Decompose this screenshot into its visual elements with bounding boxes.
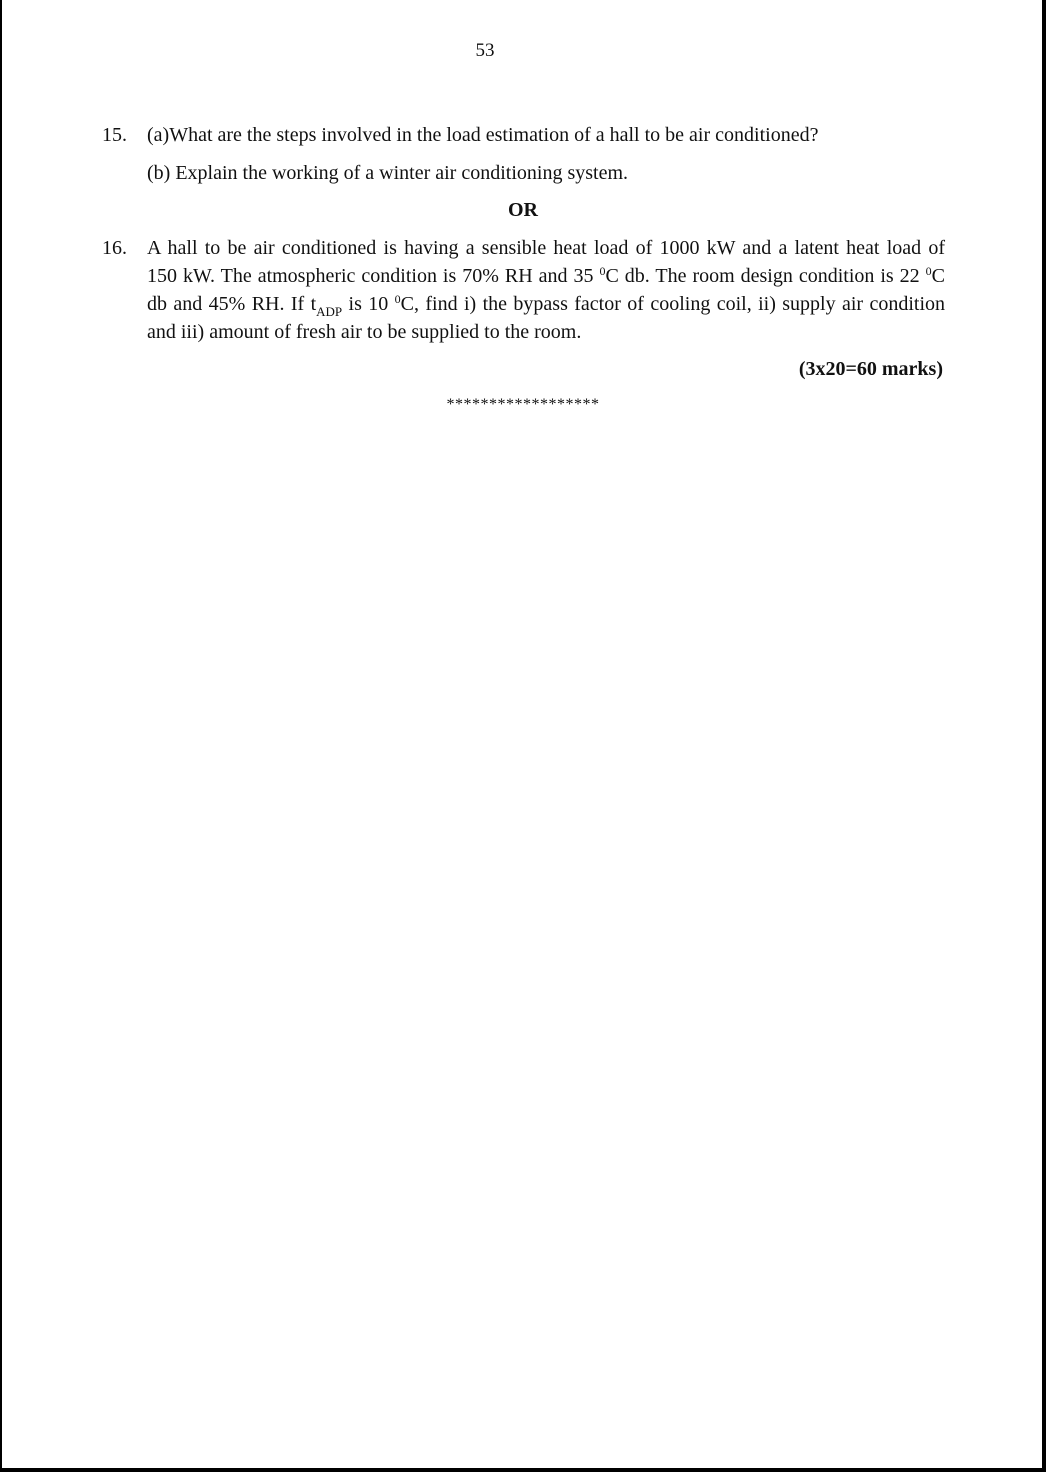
question-15-part-a: (a)What are the steps involved in the load estimation of a hall to be air conditioned? <box>147 124 819 146</box>
question-16-line-1 <box>147 234 945 262</box>
question-15-number: 15. <box>102 124 127 146</box>
degree-superscript: 0 <box>599 264 606 278</box>
or-separator: OR <box>508 199 538 221</box>
question-16-line-2-part-c: C <box>931 265 945 287</box>
question-16-line-3-part-a: db and 45% RH. If t <box>147 293 317 315</box>
question-16-line-2 <box>147 262 945 290</box>
question-16-line-3-part-c: C, find i) the bypass factor of cooling coil, ii) supply air condition <box>400 293 945 315</box>
question-15-part-b: (b) Explain the working of a winter air conditioning system. <box>147 162 629 184</box>
question-16-line-2-part-b: C db. The room design condition is 22 <box>605 265 926 287</box>
degree-superscript: 0 <box>925 264 932 278</box>
marks-allocation: (3x20=60 marks) <box>798 358 943 380</box>
adp-subscript: ADP <box>316 304 343 319</box>
end-of-paper-stars: ****************** <box>446 396 600 413</box>
question-16-line-3-part-b: is 10 <box>342 293 395 315</box>
question-16-line-4-text: and iii) amount of fresh air to be supplied to the room. <box>147 321 582 343</box>
question-16-line-1-text: A hall to be air conditioned is having a sensible heat load of 1000 kW and a latent heat load of <box>147 237 945 259</box>
page-number: 53 <box>475 40 495 61</box>
degree-superscript: 0 <box>394 292 401 306</box>
question-16-line-2-part-a: 150 kW. The atmospheric condition is 70% RH and 35 <box>147 265 600 287</box>
question-16-number: 16. <box>102 237 127 259</box>
question-16-line-4 <box>147 318 945 346</box>
question-16-line-3 <box>147 290 945 318</box>
